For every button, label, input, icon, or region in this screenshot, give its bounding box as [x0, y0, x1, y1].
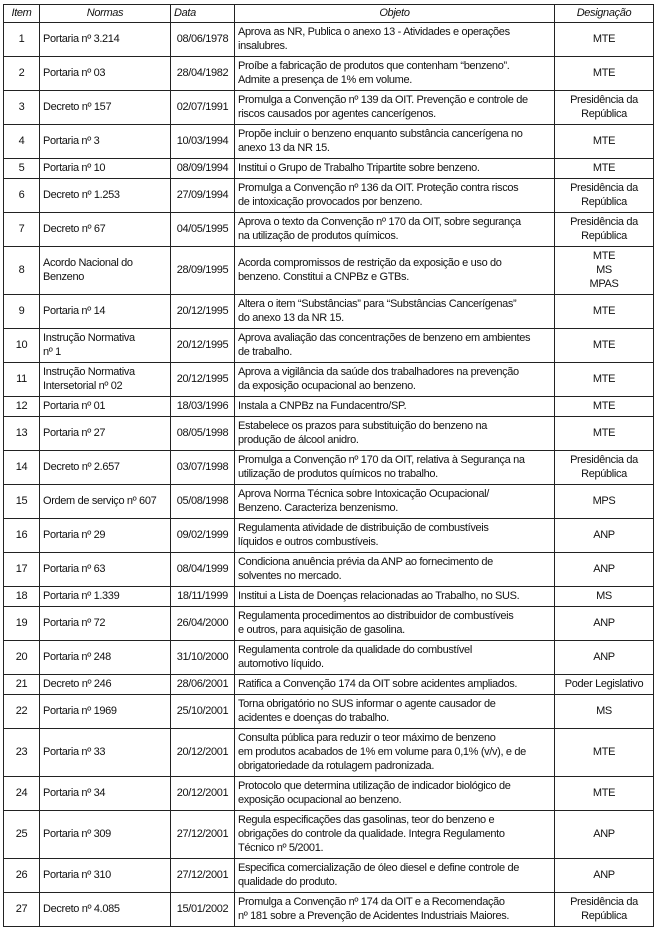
designacao-cell-line: MPAS	[589, 278, 619, 290]
norma-cell	[40, 363, 171, 397]
objeto-cell-line: Propõe incluir o benzeno enquanto substância cancerígena no	[238, 128, 523, 140]
objeto-cell	[235, 553, 555, 587]
table-row	[4, 125, 654, 159]
norma-cell	[40, 23, 171, 57]
designacao-cell-line: Presidência da	[570, 896, 638, 908]
designacao-cell-line: ANP	[593, 617, 615, 629]
designacao-cell	[555, 553, 654, 587]
objeto-cell-line: de intoxicação provocados por benzeno.	[238, 196, 423, 208]
item-cell: 15	[4, 485, 40, 519]
designacao-cell-line: MTE	[592, 787, 616, 799]
date-cell: 28/09/1995	[171, 247, 235, 295]
designacao-cell	[555, 23, 654, 57]
designacao-cell-line: MTE	[592, 427, 616, 439]
designacao-cell	[555, 777, 654, 811]
objeto-cell-line: Promulga a Convenção nº 136 da OIT. Proteção contra riscos	[238, 182, 519, 194]
norma-cell	[40, 247, 171, 295]
norma-cell-line: Portaria nº 3	[43, 135, 100, 147]
item-cell: 24	[4, 777, 40, 811]
objeto-cell	[235, 91, 555, 125]
norma-cell	[40, 519, 171, 553]
objeto-cell-line: Proíbe a fabricação de produtos que contenham “benzeno”.	[238, 60, 510, 72]
norma-cell-line: Portaria nº 3.214	[43, 33, 120, 45]
objeto-cell	[235, 125, 555, 159]
objeto-cell-line: em produtos acabados de 1% em volume para 0,1% (v/v), e de	[238, 746, 526, 758]
objeto-cell-line: Aprova o texto da Convenção nº 170 da OIT, sobre segurança	[238, 216, 521, 228]
objeto-cell	[235, 607, 555, 641]
designacao-cell	[555, 363, 654, 397]
table-row	[4, 363, 654, 397]
objeto-cell-line: Aprova as NR, Publica o anexo 13 - Atividades e operações	[238, 26, 510, 38]
designacao-cell	[555, 179, 654, 213]
norma-cell-line: Portaria nº 01	[43, 400, 106, 412]
date-cell: 08/06/1978	[171, 23, 235, 57]
norma-cell	[40, 675, 171, 695]
norma-cell-line: Portaria nº 14	[43, 305, 106, 317]
norma-cell	[40, 451, 171, 485]
table-row	[4, 675, 654, 695]
designacao-cell	[555, 213, 654, 247]
objeto-cell-line: Admite a presença de 1% em volume.	[238, 74, 412, 86]
objeto-cell	[235, 179, 555, 213]
item-cell: 17	[4, 553, 40, 587]
item-cell: 3	[4, 91, 40, 125]
norma-cell-line: Portaria nº 34	[43, 787, 106, 799]
table-body	[4, 23, 654, 927]
objeto-cell-line: benzeno. Constitui a CNPBz e GTBs.	[238, 271, 409, 283]
objeto-cell	[235, 363, 555, 397]
objeto-cell	[235, 729, 555, 777]
item-cell: 13	[4, 417, 40, 451]
designacao-cell	[555, 397, 654, 417]
designacao-cell	[555, 587, 654, 607]
header-item: Item	[4, 5, 40, 23]
date-cell: 28/04/1982	[171, 57, 235, 91]
objeto-cell	[235, 329, 555, 363]
item-cell: 9	[4, 295, 40, 329]
objeto-cell-line: solventes no mercado.	[238, 570, 342, 582]
norma-cell-line: Decreto nº 1.253	[43, 189, 120, 201]
designacao-cell-line: Poder Legislativo	[564, 678, 644, 690]
date-cell: 08/09/1994	[171, 159, 235, 179]
date-cell: 20/12/1995	[171, 295, 235, 329]
designacao-cell	[555, 125, 654, 159]
item-cell: 1	[4, 23, 40, 57]
table-row	[4, 451, 654, 485]
designacao-cell	[555, 811, 654, 859]
date-cell: 10/03/1994	[171, 125, 235, 159]
designacao-cell-line: MTE	[592, 250, 616, 262]
item-cell: 21	[4, 675, 40, 695]
norma-cell	[40, 485, 171, 519]
objeto-cell-line: Promulga a Convenção nº 174 da OIT e a Recomendação	[238, 896, 505, 908]
item-cell: 25	[4, 811, 40, 859]
objeto-cell-line: Promulga a Convenção nº 139 da OIT. Prevenção e controle de	[238, 94, 528, 106]
designacao-cell-line: MTE	[592, 33, 616, 45]
norma-cell-line: Benzeno	[43, 271, 84, 283]
norma-cell-line: Portaria nº 72	[43, 617, 106, 629]
designacao-cell	[555, 417, 654, 451]
item-cell: 26	[4, 859, 40, 893]
item-cell: 19	[4, 607, 40, 641]
norma-cell-line: Decreto nº 4.085	[43, 903, 120, 915]
objeto-cell-line: Benzeno. Caracteriza benzenismo.	[238, 502, 399, 514]
item-cell: 12	[4, 397, 40, 417]
designacao-cell-line: MTE	[592, 400, 616, 412]
norma-cell-line: Decreto nº 246	[43, 678, 112, 690]
designacao-cell-line: MTE	[592, 339, 616, 351]
date-cell: 02/07/1991	[171, 91, 235, 125]
designacao-cell-line: MTE	[592, 135, 616, 147]
designacao-cell	[555, 893, 654, 927]
designacao-cell-line: República	[581, 910, 627, 922]
date-cell: 27/12/2001	[171, 859, 235, 893]
objeto-cell-line: Instala a CNPBz na Fundacentro/SP.	[238, 400, 407, 412]
header-normas: Normas	[40, 5, 171, 23]
date-cell: 26/04/2000	[171, 607, 235, 641]
objeto-cell	[235, 485, 555, 519]
designacao-cell	[555, 91, 654, 125]
table-row	[4, 247, 654, 295]
date-cell: 27/09/1994	[171, 179, 235, 213]
norma-cell-line: Portaria nº 63	[43, 563, 106, 575]
norma-cell	[40, 397, 171, 417]
designacao-cell	[555, 519, 654, 553]
designacao-cell-line: República	[581, 196, 627, 208]
date-cell: 20/12/1995	[171, 363, 235, 397]
date-cell: 20/12/2001	[171, 729, 235, 777]
designacao-cell	[555, 641, 654, 675]
designacao-cell-line: MS	[596, 590, 612, 602]
designacao-cell	[555, 675, 654, 695]
header-data: Data	[171, 5, 235, 23]
objeto-cell	[235, 519, 555, 553]
designacao-cell-line: República	[581, 468, 627, 480]
table-row	[4, 485, 654, 519]
table-row	[4, 295, 654, 329]
objeto-cell-line: Especifica comercialização de óleo diesel e define controle de	[238, 862, 519, 874]
item-cell: 5	[4, 159, 40, 179]
objeto-cell-line: Regulamenta controle da qualidade do combustível	[238, 644, 472, 656]
date-cell: 04/05/1995	[171, 213, 235, 247]
date-cell: 18/03/1996	[171, 397, 235, 417]
objeto-cell-line: Altera o item “Substâncias” para “Substâncias Cancerígenas”	[238, 298, 517, 310]
objeto-cell	[235, 893, 555, 927]
norma-cell-line: Portaria nº 1.339	[43, 590, 120, 602]
table-row	[4, 213, 654, 247]
objeto-cell	[235, 641, 555, 675]
norma-cell-line: Portaria nº 03	[43, 67, 106, 79]
date-cell: 25/10/2001	[171, 695, 235, 729]
item-cell: 6	[4, 179, 40, 213]
designacao-cell	[555, 485, 654, 519]
norma-cell-line: Portaria nº 10	[43, 162, 106, 174]
date-cell: 08/05/1998	[171, 417, 235, 451]
designacao-cell	[555, 695, 654, 729]
table-row	[4, 397, 654, 417]
objeto-cell	[235, 811, 555, 859]
objeto-cell-line: Técnico nº 5/2001.	[238, 842, 324, 854]
table-row	[4, 417, 654, 451]
norma-cell-line: Portaria nº 248	[43, 651, 111, 663]
designacao-cell-line: MTE	[592, 162, 616, 174]
item-cell: 11	[4, 363, 40, 397]
date-cell: 20/12/1995	[171, 329, 235, 363]
norma-cell-line: Decreto nº 157	[43, 101, 112, 113]
table-row	[4, 179, 654, 213]
objeto-cell	[235, 675, 555, 695]
objeto-cell-line: Consulta pública para reduzir o teor máximo de benzeno	[238, 732, 496, 744]
objeto-cell-line: Ratifica a Convenção 174 da OIT sobre acidentes ampliados.	[238, 678, 518, 690]
norma-cell	[40, 587, 171, 607]
norma-cell-line: Portaria nº 27	[43, 427, 106, 439]
table-row	[4, 553, 654, 587]
date-cell: 27/12/2001	[171, 811, 235, 859]
designacao-cell-line: MS	[596, 705, 612, 717]
objeto-cell-line: acidentes e doenças do trabalho.	[238, 712, 389, 724]
objeto-cell	[235, 23, 555, 57]
designacao-cell-line: ANP	[593, 529, 615, 541]
norma-cell	[40, 295, 171, 329]
norma-cell	[40, 213, 171, 247]
objeto-cell	[235, 159, 555, 179]
objeto-cell-line: de trabalho.	[238, 346, 292, 358]
norma-cell-line: Instrução Normativa	[43, 332, 135, 344]
objeto-cell-line: Regulamenta procedimentos ao distribuidor de combustíveis	[238, 610, 514, 622]
table-row	[4, 329, 654, 363]
objeto-cell-line: automotivo líquido.	[238, 658, 324, 670]
norma-cell-line: Decreto nº 2.657	[43, 461, 120, 473]
objeto-cell-line: Condiciona anuência prévia da ANP ao fornecimento de	[238, 556, 493, 568]
norma-cell-line: Intersetorial nº 02	[43, 380, 123, 392]
table-row	[4, 57, 654, 91]
norma-cell	[40, 329, 171, 363]
table-row	[4, 519, 654, 553]
objeto-cell	[235, 859, 555, 893]
norma-cell	[40, 125, 171, 159]
objeto-cell	[235, 295, 555, 329]
table-row	[4, 777, 654, 811]
item-cell: 7	[4, 213, 40, 247]
designacao-cell-line: Presidência da	[570, 182, 638, 194]
date-cell: 09/02/1999	[171, 519, 235, 553]
designacao-cell-line: ANP	[593, 651, 615, 663]
table-row	[4, 159, 654, 179]
designacao-cell-line: Presidência da	[570, 94, 638, 106]
norma-cell	[40, 57, 171, 91]
item-cell: 4	[4, 125, 40, 159]
objeto-cell	[235, 247, 555, 295]
norma-cell	[40, 179, 171, 213]
date-cell: 08/04/1999	[171, 553, 235, 587]
objeto-cell-line: qualidade do produto.	[238, 876, 338, 888]
norma-cell	[40, 417, 171, 451]
item-cell: 18	[4, 587, 40, 607]
norma-cell	[40, 641, 171, 675]
item-cell: 10	[4, 329, 40, 363]
objeto-cell	[235, 451, 555, 485]
table-row	[4, 729, 654, 777]
date-cell: 05/08/1998	[171, 485, 235, 519]
designacao-cell-line: ANP	[593, 563, 615, 575]
norma-cell-line: Decreto nº 67	[43, 223, 106, 235]
table-row	[4, 23, 654, 57]
item-cell: 23	[4, 729, 40, 777]
norma-cell-line: Portaria nº 33	[43, 746, 106, 758]
objeto-cell	[235, 397, 555, 417]
designacao-cell	[555, 607, 654, 641]
objeto-cell-line: anexo 13 da NR 15.	[238, 142, 330, 154]
norma-cell-line: Portaria nº 309	[43, 828, 111, 840]
designacao-cell	[555, 247, 654, 295]
objeto-cell-line: Regulamenta atividade de distribuição de combustíveis	[238, 522, 489, 534]
table-header-row	[4, 5, 654, 23]
objeto-cell-line: Acorda compromissos de restrição da exposição e uso do	[238, 257, 502, 269]
designacao-cell	[555, 729, 654, 777]
designacao-cell-line: MPS	[592, 495, 616, 507]
item-cell: 2	[4, 57, 40, 91]
normas-table	[3, 4, 654, 927]
designacao-cell	[555, 57, 654, 91]
table-row	[4, 641, 654, 675]
norma-cell-line: Instrução Normativa	[43, 366, 135, 378]
date-cell: 31/10/2000	[171, 641, 235, 675]
norma-cell	[40, 695, 171, 729]
designacao-cell-line: Presidência da	[570, 454, 638, 466]
norma-cell	[40, 159, 171, 179]
norma-cell-line: Acordo Nacional do	[43, 257, 133, 269]
objeto-cell-line: Promulga a Convenção nº 170 da OIT, relativa à Segurança na	[238, 454, 525, 466]
objeto-cell-line: Regula especificações das gasolinas, teor do benzeno e	[238, 814, 495, 826]
designacao-cell-line: República	[581, 230, 627, 242]
date-cell: 15/01/2002	[171, 893, 235, 927]
objeto-cell-line: Protocolo que determina utilização de indicador biológico de	[238, 780, 511, 792]
objeto-cell-line: Institui a Lista de Doenças relacionadas ao Trabalho, no SUS.	[238, 590, 520, 602]
table-row	[4, 893, 654, 927]
designacao-cell-line: MTE	[592, 746, 616, 758]
header-objeto: Objeto	[235, 5, 555, 23]
objeto-cell-line: produção de álcool anidro.	[238, 434, 359, 446]
item-cell: 14	[4, 451, 40, 485]
date-cell: 20/12/2001	[171, 777, 235, 811]
table-row	[4, 607, 654, 641]
objeto-cell-line: do anexo 13 da NR 15.	[238, 312, 344, 324]
objeto-cell-line: Estabelece os prazos para substituição do benzeno na	[238, 420, 488, 432]
objeto-cell-line: insalubres.	[238, 40, 288, 52]
objeto-cell-line: exposição ocupacional ao benzeno.	[238, 794, 402, 806]
norma-cell	[40, 729, 171, 777]
objeto-cell	[235, 417, 555, 451]
objeto-cell-line: Aprova avaliação das concentrações de benzeno em ambientes	[238, 332, 531, 344]
designacao-cell	[555, 295, 654, 329]
objeto-cell-line: na utilização de produtos químicos.	[238, 230, 399, 242]
designacao-cell	[555, 859, 654, 893]
date-cell: 03/07/1998	[171, 451, 235, 485]
objeto-cell-line: obrigações do controle da qualidade. Integra Regulamento	[238, 828, 505, 840]
norma-cell	[40, 607, 171, 641]
table-row	[4, 811, 654, 859]
designacao-cell-line: MTE	[592, 305, 616, 317]
objeto-cell	[235, 695, 555, 729]
objeto-cell-line: Aprova a vigilância da saúde dos trabalhadores na prevenção	[238, 366, 519, 378]
table-row	[4, 695, 654, 729]
item-cell: 27	[4, 893, 40, 927]
designacao-cell	[555, 329, 654, 363]
item-cell: 8	[4, 247, 40, 295]
objeto-cell	[235, 777, 555, 811]
designacao-cell-line: ANP	[593, 869, 615, 881]
norma-cell-line: Portaria nº 1969	[43, 705, 117, 717]
norma-cell	[40, 777, 171, 811]
date-cell: 18/11/1999	[171, 587, 235, 607]
designacao-cell	[555, 451, 654, 485]
objeto-cell-line: da exposição ocupacional ao benzeno.	[238, 380, 416, 392]
designacao-cell-line: MS	[596, 264, 612, 276]
date-cell: 28/06/2001	[171, 675, 235, 695]
table-row	[4, 859, 654, 893]
norma-cell	[40, 553, 171, 587]
objeto-cell-line: riscos causados por agentes cancerígenos.	[238, 108, 436, 120]
designacao-cell	[555, 159, 654, 179]
designacao-cell-line: República	[581, 108, 627, 120]
objeto-cell-line: líquidos e outros combustíveis.	[238, 536, 379, 548]
objeto-cell	[235, 213, 555, 247]
norma-cell	[40, 811, 171, 859]
objeto-cell-line: e outros, para aquisição de gasolina.	[238, 624, 405, 636]
norma-cell	[40, 893, 171, 927]
norma-cell	[40, 91, 171, 125]
header-designacao: Designação	[555, 5, 654, 23]
objeto-cell-line: Torna obrigatório no SUS informar o agente causador de	[238, 698, 496, 710]
objeto-cell-line: Institui o Grupo de Trabalho Tripartite sobre benzeno.	[238, 162, 480, 174]
item-cell: 20	[4, 641, 40, 675]
objeto-cell-line: obrigatoriedade da rotulagem padronizada.	[238, 760, 435, 772]
norma-cell-line: Portaria nº 29	[43, 529, 106, 541]
norma-cell-line: Ordem de serviço nº 607	[43, 495, 157, 507]
item-cell: 16	[4, 519, 40, 553]
objeto-cell	[235, 57, 555, 91]
item-cell: 22	[4, 695, 40, 729]
designacao-cell-line: MTE	[592, 373, 616, 385]
designacao-cell-line: ANP	[593, 828, 615, 840]
objeto-cell	[235, 587, 555, 607]
table-row	[4, 91, 654, 125]
objeto-cell-line: Aprova Norma Técnica sobre Intoxicação Ocupacional/	[238, 488, 489, 500]
designacao-cell-line: MTE	[592, 67, 616, 79]
norma-cell	[40, 859, 171, 893]
norma-cell-line: nº 1	[43, 346, 61, 358]
objeto-cell-line: nº 181 sobre a Prevenção de Acidentes Industriais Maiores.	[238, 910, 510, 922]
norma-cell-line: Portaria nº 310	[43, 869, 111, 881]
designacao-cell-line: Presidência da	[570, 216, 638, 228]
table-row	[4, 587, 654, 607]
objeto-cell-line: utilização de produtos químicos no trabalho.	[238, 468, 438, 480]
